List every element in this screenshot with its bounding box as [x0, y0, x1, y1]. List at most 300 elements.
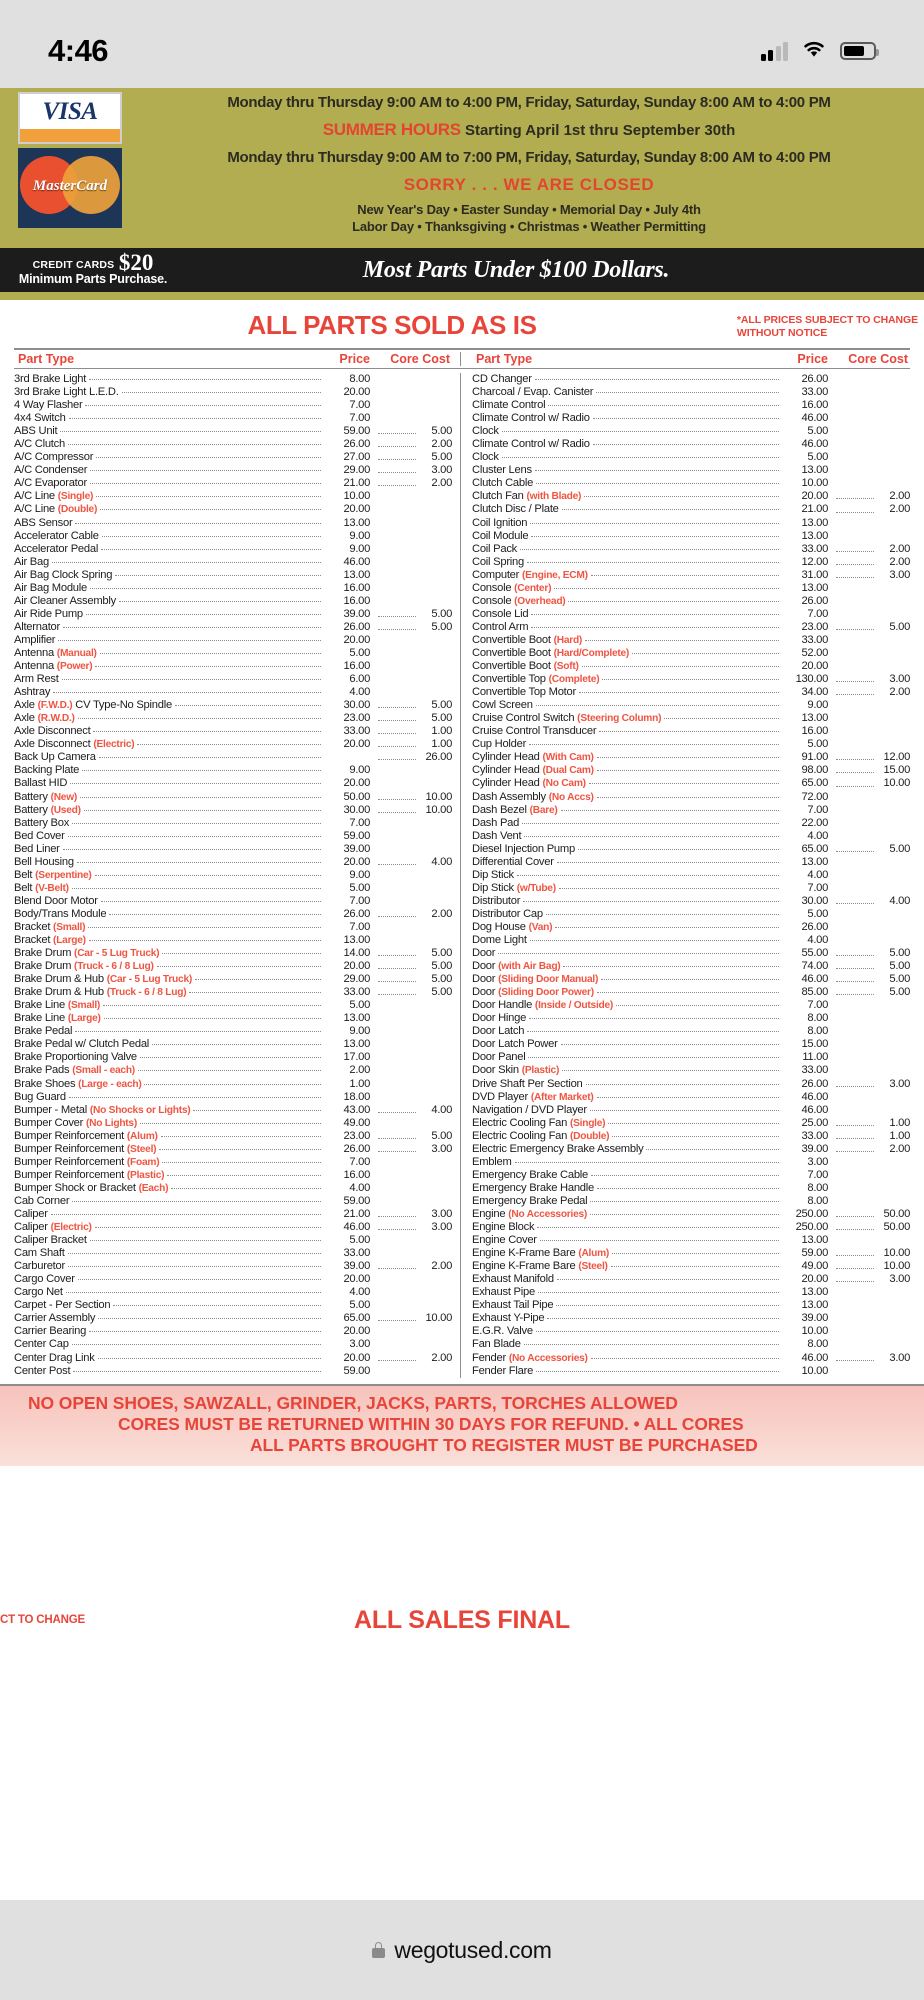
part-price: 98.00 — [801, 764, 828, 777]
part-name: Accelerator Cable — [14, 529, 99, 542]
table-row — [14, 725, 452, 738]
dot-leader — [579, 692, 779, 693]
part-variant-note: (With Cam) — [542, 752, 594, 764]
dot-leader — [515, 1162, 779, 1163]
part-name: Door — [472, 947, 496, 960]
table-row — [472, 530, 910, 543]
table-row — [14, 412, 452, 425]
part-name: Dip Stick (w/Tube) — [472, 881, 556, 894]
dot-leader — [616, 1005, 779, 1006]
table-row — [14, 1078, 452, 1091]
part-name: Convertible Top (Complete) — [472, 673, 600, 686]
part-core-cost: 4.00 — [370, 1104, 452, 1117]
part-variant-note: (Each) — [138, 1182, 169, 1194]
part-price: 13.00 — [801, 529, 828, 542]
part-name: Bumper Cover (No Lights) — [14, 1116, 137, 1129]
dot-leader — [72, 1201, 321, 1202]
part-core-cost: 2.00 — [370, 1352, 452, 1365]
part-price: 26.00 — [343, 438, 370, 451]
table-row — [14, 869, 452, 882]
part-variant-note: (Small - each) — [72, 1065, 135, 1077]
part-price: 46.00 — [343, 1221, 370, 1234]
table-row — [14, 673, 452, 686]
part-price: 72.00 — [801, 790, 828, 803]
part-price: 9.00 — [349, 542, 370, 555]
part-name: Bracket (Small) — [14, 920, 86, 933]
part-price: 8.00 — [807, 1025, 828, 1038]
table-row — [472, 1117, 910, 1130]
dot-leader — [82, 770, 321, 771]
table-row — [472, 843, 910, 856]
dot-leader — [520, 549, 779, 550]
part-price: 20.00 — [801, 660, 828, 673]
dot-leader — [161, 1136, 321, 1137]
part-name: Exhaust Y-Pipe — [472, 1312, 545, 1325]
dot-leader — [591, 1175, 779, 1176]
table-row — [472, 830, 910, 843]
part-price: 27.00 — [343, 451, 370, 464]
part-variant-note: (Steering Column) — [577, 713, 662, 725]
part-variant-note: (Engine, ECM) — [521, 569, 588, 581]
part-name: A/C Condenser — [14, 464, 88, 477]
part-price: 16.00 — [343, 581, 370, 594]
part-price: 16.00 — [343, 660, 370, 673]
part-name: Emblem — [472, 1155, 512, 1168]
part-name: Distributor — [472, 894, 521, 907]
part-name: Cylinder Head (With Cam) — [472, 751, 594, 764]
part-name: Axle Disconnect (Electric) — [14, 738, 135, 751]
part-price: 26.00 — [343, 1142, 370, 1155]
dot-leader — [88, 927, 321, 928]
table-row — [14, 1104, 452, 1117]
dot-leader — [89, 1331, 321, 1332]
ios-status-bar — [0, 0, 924, 88]
table-row — [14, 1365, 452, 1378]
part-price: 20.00 — [343, 1273, 370, 1286]
table-row — [472, 1273, 910, 1286]
part-name: Coil Pack — [472, 542, 518, 555]
part-core-cost: 50.00 — [828, 1221, 910, 1234]
table-row — [472, 1104, 910, 1117]
dot-leader — [101, 901, 321, 902]
part-name: Bumper Reinforcement (Steel) — [14, 1142, 157, 1155]
part-variant-note: (Alum) — [578, 1248, 610, 1260]
part-price: 7.00 — [349, 920, 370, 933]
browser-address-bar[interactable] — [0, 1900, 924, 2000]
dot-leader — [140, 1123, 321, 1124]
part-price: 26.00 — [801, 920, 828, 933]
dot-leader — [175, 705, 321, 706]
winter-hours-line: Monday thru Thursday 9:00 AM to 4:00 PM, Friday, Saturday, Sunday 8:00 AM to 4:00 PM — [227, 94, 831, 111]
part-price: 4.00 — [807, 829, 828, 842]
dot-leader — [167, 1175, 321, 1176]
part-price: 46.00 — [343, 555, 370, 568]
part-variant-note: (Overhead) — [514, 595, 566, 607]
table-row — [14, 738, 452, 751]
table-row — [472, 608, 910, 621]
part-price: 8.00 — [807, 1181, 828, 1194]
part-variant-note: (Complete) — [548, 674, 600, 686]
part-core-cost: 5.00 — [370, 451, 452, 464]
table-row — [14, 647, 452, 660]
dot-leader — [498, 953, 779, 954]
part-price: 23.00 — [801, 620, 828, 633]
dot-leader — [109, 914, 321, 915]
part-variant-note: (Plastic) — [521, 1065, 560, 1077]
part-price: 46.00 — [801, 1103, 828, 1116]
part-price: 39.00 — [343, 1260, 370, 1273]
part-name: Caliper (Electric) — [14, 1221, 92, 1234]
table-header-right — [461, 352, 910, 366]
part-price: 20.00 — [343, 1351, 370, 1364]
table-row — [14, 1338, 452, 1351]
part-variant-note: (Bare) — [529, 804, 558, 816]
dot-leader — [555, 927, 779, 928]
part-name: Caliper — [14, 1208, 48, 1220]
part-price: 5.00 — [349, 1299, 370, 1312]
table-row — [14, 530, 452, 543]
dot-leader — [69, 418, 321, 419]
table-row — [14, 595, 452, 608]
part-name: Computer (Engine, ECM) — [472, 568, 588, 581]
part-price: 4.00 — [807, 934, 828, 947]
dot-leader — [99, 757, 321, 758]
table-row — [14, 503, 452, 516]
dot-leader — [531, 536, 779, 537]
part-name: Brake Drum (Car - 5 Lug Truck) — [14, 947, 160, 960]
part-core-cost: 4.00 — [828, 895, 910, 908]
part-price: 4.00 — [349, 1286, 370, 1299]
dot-leader — [101, 549, 321, 550]
part-name: Fender Flare — [472, 1364, 534, 1377]
table-row — [472, 1338, 910, 1351]
table-row — [472, 960, 910, 973]
dot-leader — [557, 1279, 779, 1280]
table-row — [472, 1025, 910, 1038]
table-row — [472, 660, 910, 673]
rules-line-2: CORES MUST BE RETURNED WITHIN 30 DAYS FOR REFUND. • ALL CORES — [118, 1413, 744, 1434]
price-change-note — [737, 314, 918, 340]
part-name: Brake Pedal w/ Clutch Pedal — [14, 1038, 150, 1051]
part-name: Engine K-Frame Bare (Steel) — [472, 1260, 608, 1273]
part-name: Axle Disconnect — [14, 725, 91, 738]
part-price: 46.00 — [801, 1090, 828, 1103]
table-row — [472, 1091, 910, 1104]
table-row — [14, 791, 452, 804]
accepted-cards — [18, 88, 126, 248]
table-row — [14, 882, 452, 895]
dot-leader — [77, 862, 321, 863]
header-core-cost-right: Core Cost — [848, 352, 908, 366]
dot-leader — [548, 405, 779, 406]
table-row — [472, 517, 910, 530]
part-price: 20.00 — [343, 386, 370, 399]
table-row — [14, 1247, 452, 1260]
part-name: Backing Plate — [14, 764, 80, 777]
web-page-content[interactable] — [0, 88, 924, 1900]
part-variant-note: (Used) — [50, 804, 81, 816]
part-price: 7.00 — [807, 999, 828, 1012]
part-variant-note: (Electric) — [93, 739, 135, 751]
table-row — [472, 882, 910, 895]
part-price: 59.00 — [343, 1364, 370, 1377]
part-name: Convertible Boot (Hard/Complete) — [472, 646, 630, 659]
table-header-left — [14, 352, 461, 366]
part-price: 16.00 — [343, 1168, 370, 1181]
table-row — [14, 1117, 452, 1130]
table-row — [14, 1169, 452, 1182]
part-price: 20.00 — [343, 777, 370, 790]
part-variant-note: (Foam) — [126, 1156, 160, 1168]
part-price: 30.00 — [343, 699, 370, 712]
table-row — [14, 634, 452, 647]
wifi-icon — [801, 39, 827, 63]
part-name: Body/Trans Module — [14, 907, 107, 920]
part-name: Battery (New) — [14, 790, 78, 803]
dot-leader — [90, 483, 321, 484]
dot-leader — [602, 679, 779, 680]
part-variant-note: (Double) — [569, 1130, 610, 1142]
dot-leader — [562, 1070, 779, 1071]
table-row — [472, 908, 910, 921]
part-name: Cargo Cover — [14, 1273, 75, 1286]
table-row — [472, 569, 910, 582]
header-part-type-left: Part Type — [18, 352, 75, 366]
part-price: 4.00 — [807, 868, 828, 881]
part-name: DVD Player (After Market) — [472, 1090, 594, 1103]
part-name: Dash Assembly (No Accs) — [472, 790, 594, 803]
part-name: Climate Control w/ Radio — [472, 438, 590, 451]
part-name: Door (with Air Bag) — [472, 960, 561, 973]
part-name: Carrier Assembly — [14, 1312, 96, 1325]
part-name: Coil Spring — [472, 555, 524, 568]
dot-leader — [68, 1253, 321, 1254]
part-price: 39.00 — [343, 842, 370, 855]
part-name: Brake Drum & Hub (Truck - 6 / 8 Lug) — [14, 986, 187, 999]
minimum-amount: $20 — [118, 250, 154, 275]
table-row — [472, 477, 910, 490]
dot-leader — [527, 562, 779, 563]
part-core-cost: 5.00 — [370, 1130, 452, 1143]
part-price: 5.00 — [807, 451, 828, 464]
table-row — [14, 1286, 452, 1299]
table-row — [14, 712, 452, 725]
part-name: Cluster Lens — [472, 464, 532, 477]
part-name: Brake Drum (Truck - 6 / 8 Lug) — [14, 960, 154, 973]
part-core-cost: 5.00 — [370, 699, 452, 712]
table-row — [14, 986, 452, 999]
part-price: 13.00 — [801, 855, 828, 868]
part-variant-note: (F.W.D.) — [37, 700, 73, 712]
dot-leader — [102, 536, 321, 537]
dot-leader — [119, 601, 321, 602]
most-parts-tagline: Most Parts Under $100 Dollars. — [362, 256, 670, 283]
part-name: Emergency Brake Handle — [472, 1181, 594, 1194]
part-name: Electric Emergency Brake Assembly — [472, 1142, 644, 1155]
part-name: Bug Guard — [14, 1090, 66, 1103]
part-variant-note: (Manual) — [56, 647, 97, 659]
part-name: Dog House (Van) — [472, 920, 553, 933]
dot-leader — [612, 1136, 779, 1137]
dot-leader — [502, 457, 779, 458]
part-price: 7.00 — [807, 803, 828, 816]
part-name: Emergency Brake Pedal — [472, 1194, 588, 1207]
dot-leader — [591, 1358, 779, 1359]
part-price: 10.00 — [801, 477, 828, 490]
part-price: 5.00 — [807, 738, 828, 751]
table-row — [472, 1299, 910, 1312]
part-name: Belt (V-Belt) — [14, 881, 69, 894]
part-core-cost: 10.00 — [828, 777, 910, 790]
part-name: Bumper Reinforcement (Plastic) — [14, 1168, 165, 1181]
part-price: 39.00 — [343, 607, 370, 620]
dot-leader — [90, 588, 321, 589]
dot-leader — [90, 1240, 321, 1241]
part-name: Convertible Boot (Soft) — [472, 660, 579, 673]
part-name: Carpet - Per Section — [14, 1299, 111, 1312]
part-name: Coil Module — [472, 529, 529, 542]
dot-leader — [556, 1305, 779, 1306]
part-variant-note: (Single) — [569, 1117, 606, 1129]
part-price: 6.00 — [349, 673, 370, 686]
part-price: 13.00 — [801, 712, 828, 725]
part-core-cost: 5.00 — [370, 973, 452, 986]
part-price: 11.00 — [802, 1051, 828, 1064]
holiday-list-2: Labor Day • Thanksgiving • Christmas • Weather Permitting — [352, 219, 706, 234]
dot-leader — [75, 523, 321, 524]
part-price: 250.00 — [795, 1208, 828, 1220]
part-name: Coil Ignition — [472, 516, 528, 529]
part-variant-note: (Hard/Complete) — [553, 647, 630, 659]
part-name: Bell Housing — [14, 855, 74, 868]
table-header — [14, 348, 910, 369]
part-price: 52.00 — [801, 646, 828, 659]
table-row — [472, 895, 910, 908]
part-name: Brake Proportioning Valve — [14, 1051, 137, 1064]
part-core-cost: 10.00 — [370, 804, 452, 817]
part-price: 9.00 — [349, 868, 370, 881]
part-name: Bumper Shock or Bracket (Each) — [14, 1181, 169, 1194]
part-name: Cruise Control Transducer — [472, 725, 597, 738]
summer-hours-label: SUMMER HOURS — [322, 120, 461, 139]
part-name: Console (Center) — [472, 581, 552, 594]
part-name: Blend Door Motor — [14, 894, 98, 907]
part-price: 65.00 — [801, 842, 828, 855]
part-name: A/C Clutch — [14, 438, 65, 451]
part-price: 15.00 — [801, 1038, 828, 1051]
visa-card-icon — [18, 92, 122, 144]
part-core-cost: 2.00 — [828, 503, 910, 516]
dot-leader — [502, 431, 779, 432]
part-core-cost: 5.00 — [828, 960, 910, 973]
dot-leader — [535, 379, 779, 380]
dot-leader — [531, 627, 779, 628]
dot-leader — [68, 836, 321, 837]
part-name: Air Bag Clock Spring — [14, 568, 113, 581]
part-name: Axle (R.W.D.) — [14, 712, 75, 725]
part-name: Amplifier — [14, 633, 56, 646]
part-name: Door Panel — [472, 1051, 526, 1064]
table-row — [14, 660, 452, 673]
part-name: CD Changer — [472, 373, 532, 385]
part-price: 13.00 — [343, 1012, 370, 1025]
dot-leader — [517, 875, 779, 876]
dot-leader — [611, 1266, 779, 1267]
part-variant-note: (Small) — [67, 1000, 101, 1012]
table-row — [472, 699, 910, 712]
table-row — [472, 712, 910, 725]
dot-leader — [546, 914, 779, 915]
table-row — [14, 1208, 452, 1221]
part-price: 33.00 — [343, 1247, 370, 1260]
part-name: Clutch Disc / Plate — [472, 503, 559, 516]
dot-leader — [538, 1292, 779, 1293]
part-price: 8.00 — [807, 1194, 828, 1207]
part-price: 10.00 — [801, 1325, 828, 1338]
part-variant-note: (V-Belt) — [35, 882, 69, 894]
part-variant-note: (No Shocks or Lights) — [89, 1104, 191, 1116]
part-price: 20.00 — [801, 490, 828, 503]
part-core-cost: 3.00 — [828, 1078, 910, 1091]
part-price: 7.00 — [807, 1168, 828, 1181]
mastercard-label: MasterCard — [32, 178, 108, 194]
table-row — [14, 843, 452, 856]
part-variant-note: (Alum) — [126, 1130, 158, 1142]
part-name: Ashtray — [14, 686, 51, 699]
part-name: Brake Drum & Hub (Car - 5 Lug Truck) — [14, 973, 193, 986]
dot-leader — [140, 1057, 321, 1058]
dot-leader — [95, 666, 321, 667]
store-hours-banner — [0, 88, 924, 248]
dot-leader — [601, 979, 779, 980]
part-price: 7.00 — [349, 1155, 370, 1168]
dot-leader — [51, 1214, 321, 1215]
dot-leader — [162, 1162, 321, 1163]
dot-leader — [84, 810, 321, 811]
table-row — [14, 1091, 452, 1104]
part-name: Cab Corner — [14, 1194, 70, 1207]
part-name: Engine Block — [472, 1221, 535, 1234]
part-price: 30.00 — [343, 803, 370, 816]
part-name: Dome Light — [472, 934, 527, 947]
table-row — [14, 569, 452, 582]
part-price: 18.00 — [343, 1090, 370, 1103]
table-row — [14, 1038, 452, 1051]
rules-line-1: NO OPEN SHOES, SAWZALL, GRINDER, JACKS, PARTS, TORCHES ALLOWED — [28, 1392, 678, 1413]
table-row — [14, 608, 452, 621]
part-price: 85.00 — [801, 986, 828, 999]
table-row — [472, 1182, 910, 1195]
table-row — [14, 934, 452, 947]
part-name: ABS Unit — [14, 425, 58, 438]
table-row — [472, 634, 910, 647]
price-change-note-line1: *ALL PRICES SUBJECT TO CHANGE — [736, 314, 918, 326]
part-price: 8.00 — [807, 1338, 828, 1351]
part-name: Battery (Used) — [14, 803, 81, 816]
part-price: 16.00 — [801, 399, 828, 412]
table-row — [472, 673, 910, 686]
table-row — [472, 412, 910, 425]
part-name: Dash Vent — [472, 829, 522, 842]
table-row — [472, 556, 910, 569]
url-text[interactable]: wegotused.com — [394, 1936, 552, 1963]
table-row — [14, 973, 452, 986]
part-price: 43.00 — [343, 1103, 370, 1116]
part-name: Cam Shaft — [14, 1247, 65, 1260]
part-variant-note: (No Lights) — [85, 1117, 137, 1129]
dot-leader — [563, 966, 779, 967]
summer-hours-line — [144, 120, 914, 140]
